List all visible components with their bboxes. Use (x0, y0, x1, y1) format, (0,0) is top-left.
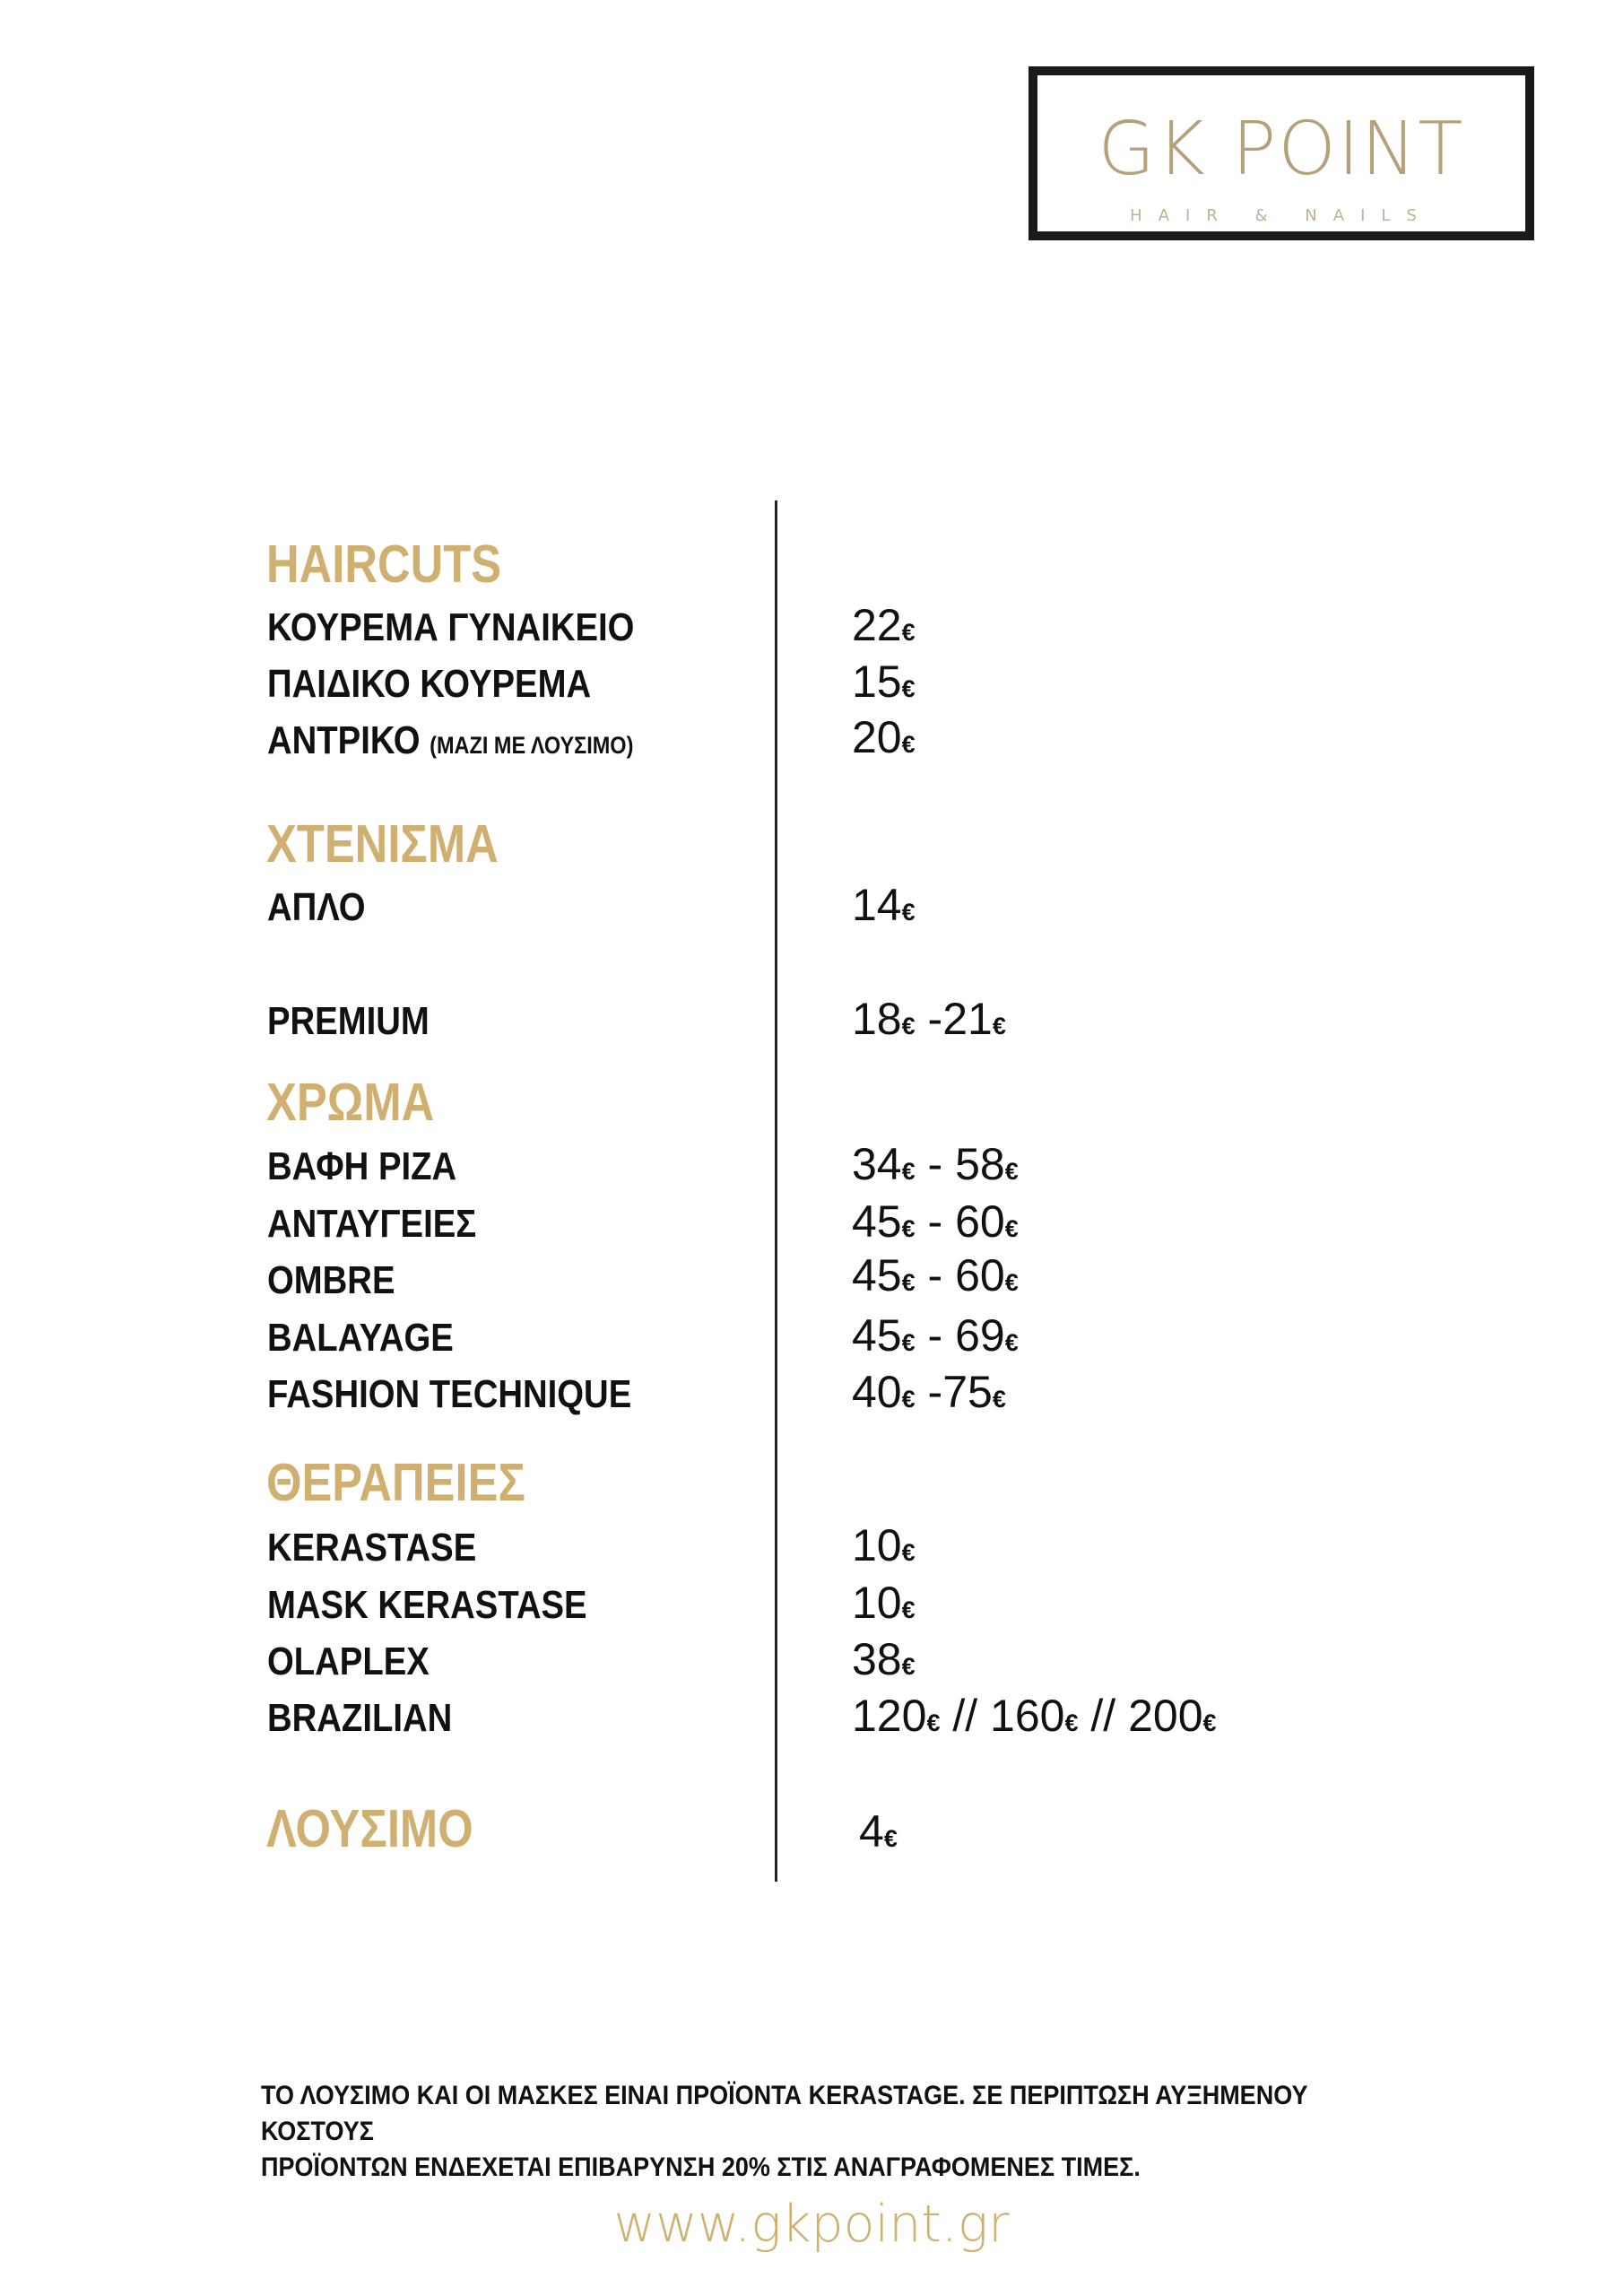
service-name: MASK KERASTASE (267, 1583, 587, 1627)
footnote-line: ΤΟ ΛΟΥΣΙΜΟ ΚΑΙ ΟΙ ΜΑΣΚΕΣ ΕΙΝΑΙ ΠΡΟΪΟΝΤΑ KERASTAGE. ΣΕ ΠΕΡΙΠΤΩΣΗ ΑΥΞΗΜΕΝΟΥ ΚΟΣΤΟΥΣ (261, 2081, 1308, 2146)
section-title-haircuts: HAIRCUTS (266, 535, 502, 594)
service-name: KERASTASE (267, 1526, 477, 1570)
service-price: 18€ -21€ (852, 994, 1006, 1044)
service-name: PREMIUM (267, 999, 430, 1043)
service-note: (ΜΑΖΙ ΜΕ ΛΟΥΣΙΜΟ) (430, 732, 634, 759)
service-price: 34€ - 58€ (852, 1139, 1019, 1189)
service-price: 14€ (852, 880, 916, 930)
service-name: FASHION TECHNIQUE (267, 1372, 632, 1416)
footnote (261, 2078, 1407, 2186)
service-price: 22€ (852, 600, 916, 650)
service-price: 45€ - 60€ (852, 1196, 1019, 1247)
service-price: 45€ - 60€ (852, 1250, 1019, 1300)
section-title-treatments: ΘΕΡΑΠΕΙΕΣ (266, 1453, 525, 1512)
service-price: 10€ (852, 1520, 916, 1570)
service-name: ΑΝΤΡΙΚΟ (ΜΑΖΙ ΜΕ ΛΟΥΣΙΜΟ) (267, 718, 634, 762)
service-name: ΑΠΛΟ (267, 885, 366, 929)
brand-tagline: HAIR & NAILS (1130, 206, 1433, 225)
service-name: OLAPLEX (267, 1639, 430, 1683)
brand-name: GK POINT (1098, 107, 1465, 192)
service-name: BALAYAGE (267, 1316, 454, 1360)
service-price: 120€ // 160€ // 200€ (852, 1691, 1217, 1741)
service-name: ΑΝΤΑΥΓΕΙΕΣ (267, 1202, 477, 1246)
column-divider (775, 500, 777, 1882)
service-price: 40€ -75€ (852, 1367, 1006, 1417)
service-name: ΚΟΥΡΕΜΑ ΓΥΝΑΙΚΕΙΟ (267, 605, 635, 649)
service-name: ΒΑΦΗ ΡΙΖΑ (267, 1144, 457, 1188)
website-link[interactable]: www.gkpoint.gr (613, 2195, 1010, 2254)
logo (1028, 66, 1534, 240)
service-name: ΠΑΙΔΙΚΟ ΚΟΥΡΕΜΑ (267, 662, 592, 706)
section-title-wash: ΛΟΥΣΙΜΟ (266, 1799, 473, 1858)
service-name: OMBRE (267, 1258, 395, 1302)
service-price: 15€ (852, 657, 916, 707)
service-price: 4€ (859, 1806, 898, 1857)
service-price: 45€ - 69€ (852, 1310, 1019, 1361)
service-price: 20€ (852, 712, 916, 762)
service-price: 10€ (852, 1578, 916, 1628)
section-title-color: ΧΡΩΜΑ (266, 1073, 435, 1132)
footnote-line: ΠΡΟΪΟΝΤΩΝ ΕΝΔΕΧΕΤΑΙ ΕΠΙΒΑΡΥΝΣΗ 20% ΣΤΙΣ ΑΝΑΓΡΑΦΟΜΕΝΕΣ ΤΙΜΕΣ. (261, 2152, 1141, 2182)
section-title-styling: ΧΤΕΝΙΣΜΑ (266, 814, 499, 874)
service-name: BRAZILIAN (267, 1696, 453, 1740)
service-price: 38€ (852, 1634, 916, 1684)
